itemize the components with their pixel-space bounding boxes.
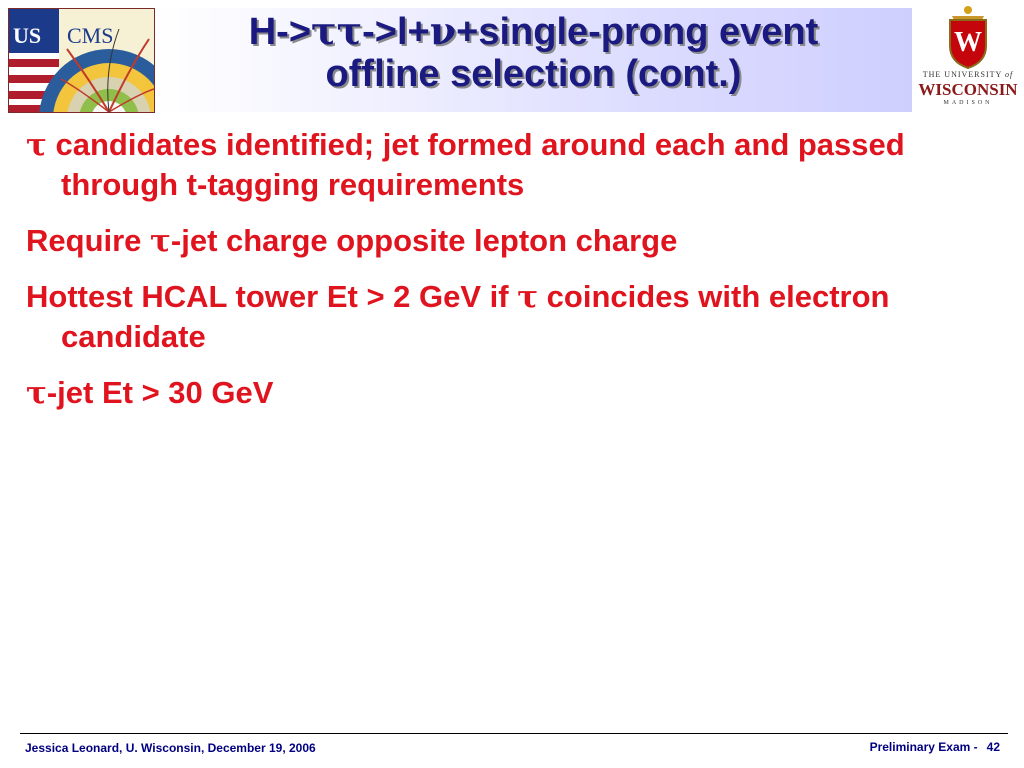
footer-author: Jessica Leonard, U. Wisconsin, December 19, 2006 [25,741,316,755]
uw-crest-icon [916,4,1020,70]
title-arrow-l: ->l+ [362,11,430,53]
bullet-tau-candidates: τ candidates identified; jet formed around each and passed through t-tagging requirements [26,127,905,202]
title-tau-tau: ττ [311,8,363,53]
uw-logo [916,4,1020,112]
title-h-arrow: H-> [248,11,312,53]
slide-title-line-1 [155,10,912,53]
uw-crest-letter: W [954,27,982,58]
footer-label: Preliminary Exam - [869,740,978,754]
slide-title [155,10,912,95]
uw-university-text: THE UNIVERSITY of [922,70,1014,79]
uscms-logo [8,8,155,113]
bullet-list [26,125,1006,429]
uscms-us-text: US [13,23,42,48]
bullet-jet-et: τ-jet Et > 30 GeV [26,375,274,411]
uw-wisconsin-text: WISCONSIN [918,80,1018,99]
title-single-prong: +single-prong event [456,11,819,53]
bullet-hcal-tower: Hottest HCAL tower Et > 2 GeV if τ coincides with electron candidate [26,279,890,354]
uscms-cms-text: CMS [67,23,114,48]
bullet-charge-requirement: Require τ-jet charge opposite lepton charge [26,223,678,259]
uw-madison-text: MADISON [943,100,993,106]
footer-page-info [870,740,1000,754]
title-nu: ν [429,8,457,53]
footer-divider [20,733,1008,734]
page-number: 42 [986,740,1000,754]
slide-title-line-2: offline selection (cont.) [325,53,742,95]
